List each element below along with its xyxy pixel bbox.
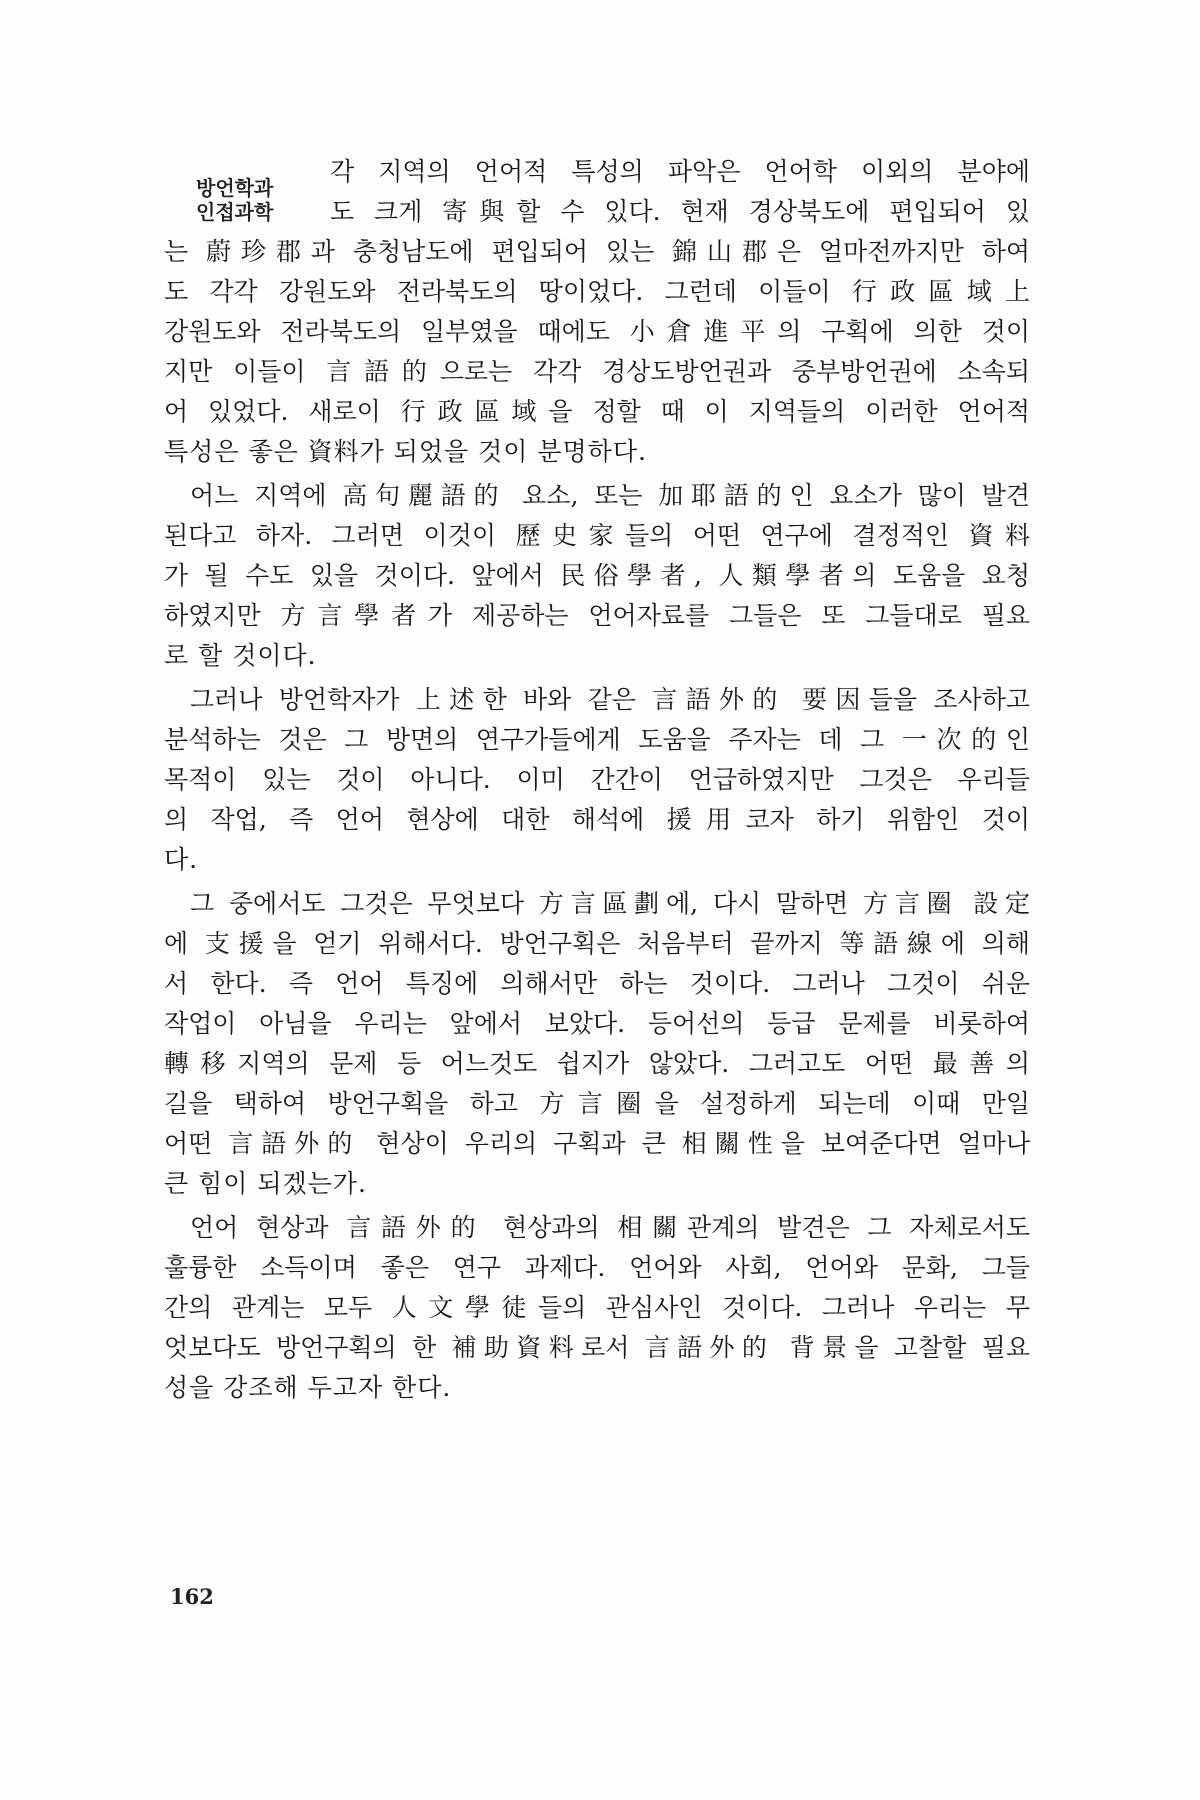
text-line: 로 할 것이다.	[164, 641, 317, 670]
text-line: 성을 강조해 두고자 한다.	[164, 1373, 452, 1402]
text-line: 훌륭한 소득이며 좋은 연구 과제다. 언어와 사회, 언어와 문화, 그들	[164, 1253, 1030, 1282]
text-line: 분석하는 것은 그 방면의 연구가들에게 도움을 주자는 데 그 一次的인	[164, 725, 1030, 754]
text-line: 어떤 言語外的 현상이 우리의 구획과 큰 相關性을 보여준다면 얼마나	[164, 1129, 1030, 1158]
text-line: 에 支援을 얻기 위해서다. 방언구획은 처음부터 끝까지 等語線에 의해	[164, 929, 1030, 958]
text-line: 특성은 좋은 資料가 되었을 것이 분명하다.	[164, 437, 647, 466]
page-number: 162	[170, 1584, 214, 1609]
text-line: 서 한다. 즉 언어 특징에 의해서만 하는 것이다. 그러나 그것이 쉬운	[164, 969, 1030, 998]
text-line: 엇보다도 방언구획의 한 補助資料로서 言語外的 背景을 고찰할 필요	[164, 1333, 1030, 1362]
text-line: 그러나 방언학자가 上述한 바와 같은 言語外的 要因들을 조사하고	[190, 685, 1030, 714]
side-heading-line-2: 인접과학	[196, 200, 274, 224]
side-heading-line-1: 방언학과	[196, 176, 274, 200]
text-line: 간의 관계는 모두 人文學徒들의 관심사인 것이다. 그러나 우리는 무	[164, 1293, 1030, 1322]
text-line: 길을 택하여 방언구획을 하고 方言圈을 설정하게 되는데 이때 만일	[164, 1089, 1030, 1118]
text-line: 어느 지역에 高句麗語的 요소, 또는 加耶語的인 요소가 많이 발견	[190, 481, 1030, 510]
text-line: 작업이 아님을 우리는 앞에서 보았다. 등어선의 등급 문제를 비롯하여	[164, 1009, 1030, 1038]
text-line: 는 蔚珍郡과 충청남도에 편입되어 있는 錦山郡은 얼마전까지만 하여	[164, 237, 1030, 266]
text-line: 다.	[164, 845, 199, 874]
text-line: 강원도와 전라북도의 일부였을 때에도 小倉進平의 구획에 의한 것이	[164, 317, 1030, 346]
text-line: 도 크게 寄與할 수 있다. 현재 경상북도에 편입되어 있	[330, 197, 1030, 226]
section-side-heading	[196, 176, 301, 224]
text-line: 큰 힘이 되겠는가.	[164, 1169, 367, 1198]
text-line: 된다고 하자. 그러면 이것이 歷史家들의 어떤 연구에 결정적인 資料	[164, 521, 1030, 550]
text-line: 轉移지역의 문제 등 어느것도 쉽지가 않았다. 그러고도 어떤 最善의	[164, 1049, 1030, 1078]
text-line: 어 있었다. 새로이 行政區域을 정할 때 이 지역들의 이러한 언어적	[164, 397, 1030, 426]
text-line: 가 될 수도 있을 것이다. 앞에서 民俗學者, 人類學者의 도움을 요청	[164, 561, 1030, 590]
text-line: 하였지만 方言學者가 제공하는 언어자료를 그들은 또 그들대로 필요	[164, 601, 1030, 630]
text-line: 각 지역의 언어적 특성의 파악은 언어학 이외의 분야에	[330, 157, 1030, 186]
text-line: 그 중에서도 그것은 무엇보다 方言區劃에, 다시 말하면 方言圈 設定	[190, 889, 1030, 918]
text-line: 지만 이들이 言語的으로는 각각 경상도방언권과 중부방언권에 소속되	[164, 357, 1030, 386]
text-line: 목적이 있는 것이 아니다. 이미 간간이 언급하였지만 그것은 우리들	[164, 765, 1030, 794]
text-line: 언어 현상과 言語外的 현상과의 相關관계의 발견은 그 자체로서도	[190, 1213, 1030, 1242]
text-line: 의 작업, 즉 언어 현상에 대한 해석에 援用코자 하기 위함인 것이	[164, 805, 1030, 834]
text-line: 도 각각 강원도와 전라북도의 땅이었다. 그런데 이들이 行政區域上	[164, 277, 1030, 306]
